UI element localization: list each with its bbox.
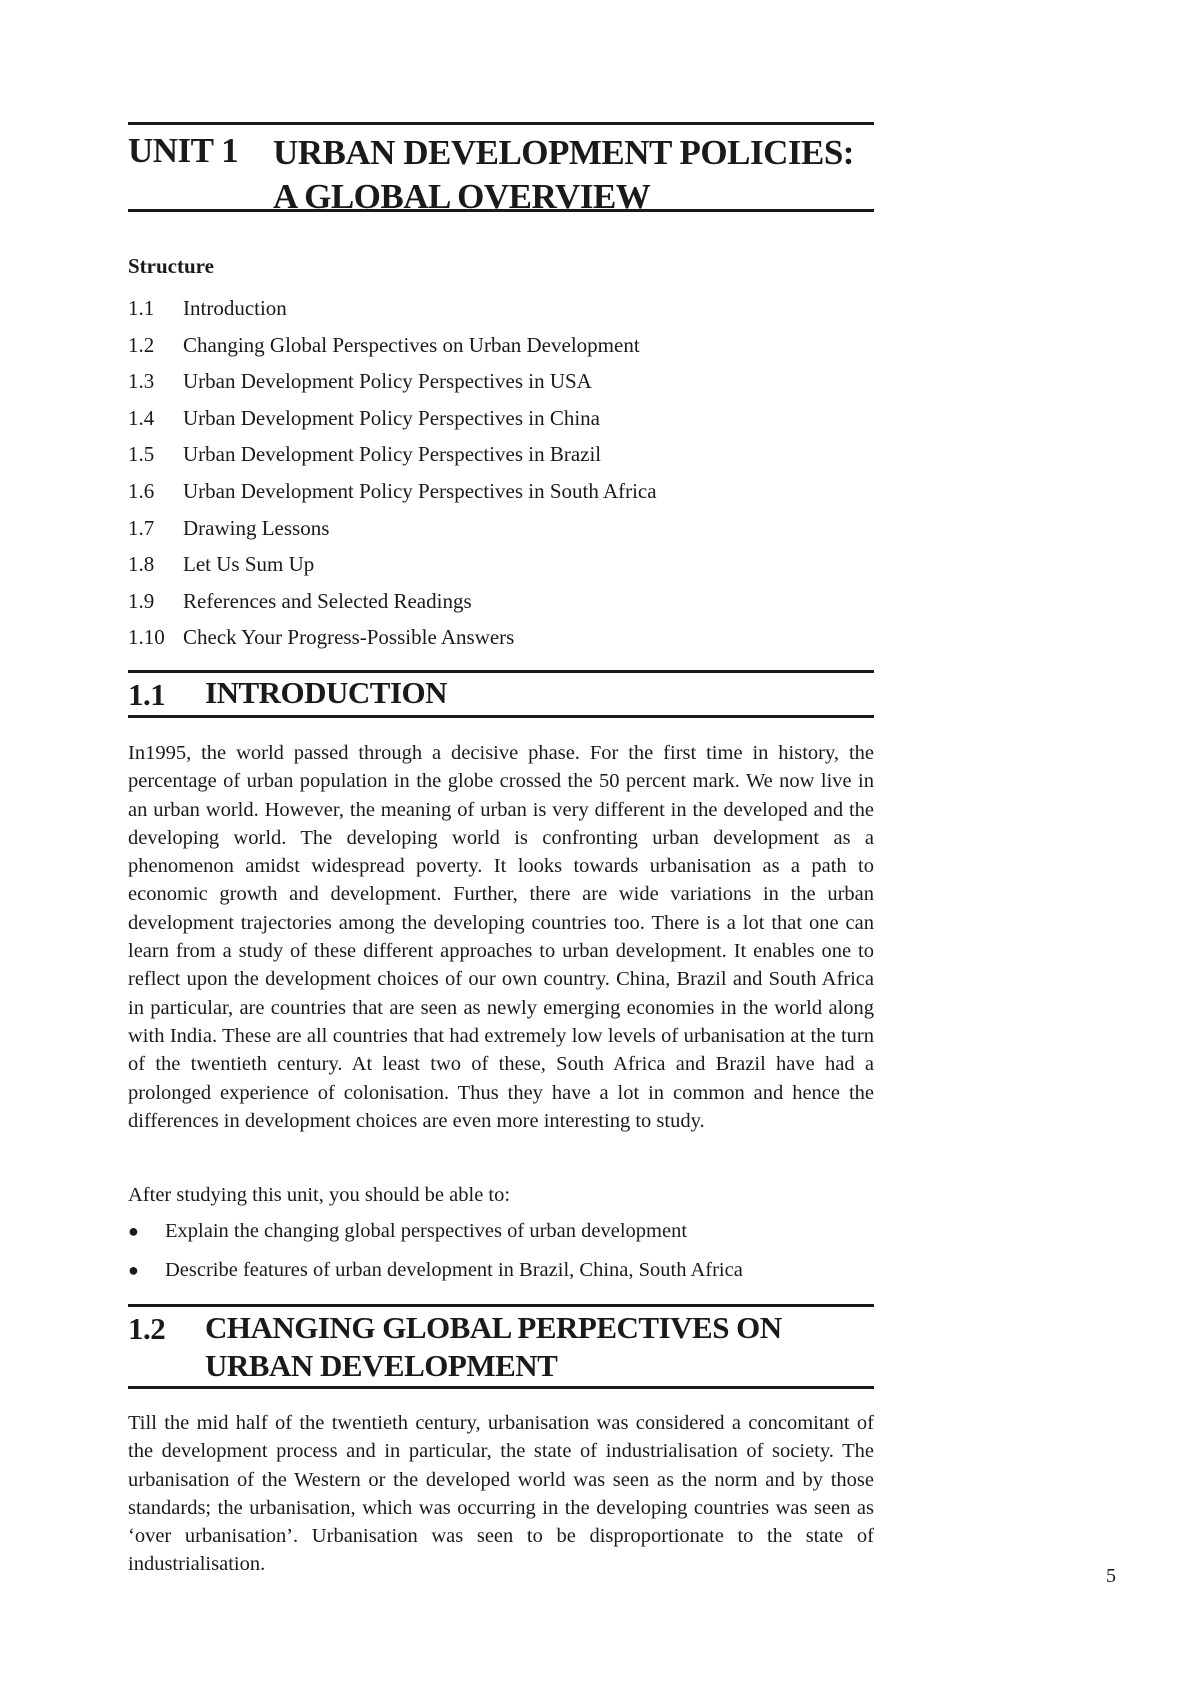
toc-label: Urban Development Policy Perspectives in USA — [183, 369, 592, 394]
toc-item — [128, 583, 874, 620]
toc-item — [128, 473, 874, 510]
unit-title-line-1: URBAN DEVELOPMENT POLICIES: — [273, 133, 854, 172]
toc-item — [128, 436, 874, 473]
list-item — [128, 1212, 874, 1251]
toc-item — [128, 510, 874, 547]
toc-num: 1.5 — [128, 442, 155, 467]
section-title: INTRODUCTION — [205, 675, 448, 710]
toc-label: Urban Development Policy Perspectives in China — [183, 405, 600, 430]
toc-num: 1.7 — [128, 515, 155, 540]
toc-num: 1.1 — [128, 296, 155, 320]
unit-title — [273, 131, 854, 219]
toc-label: Drawing Lessons — [183, 515, 330, 540]
section-number: 1.1 — [128, 677, 166, 712]
toc-item — [128, 290, 874, 327]
toc-item — [128, 619, 874, 656]
introduction-paragraph: In1995, the world passed through a decisive phase. For the first time in history, the percentage of urban population in the globe crossed the 50 percent mark. We now live in an urban world. However, the meaning of urban is very different in the developed and the developing world. The developing world is confronting urban development as a phenomenon amidst widespread poverty. It looks towards urbanisation as a path to economic growth and development. Further, there are wide variations in the urban development trajectories among the developing countries too. There is a lot that one can learn from a study of these different approaches to urban development. It enables one to reflect upon the development choices of our own country. China, Brazil and South Africa in particular, are countries that are seen as newly emerging economies in the world along with India. These are all countries that had extremely low levels of urbanisation at the turn of the twentieth century. At least two of these, South Africa and Brazil have had a prolonged experience of colonisation. Thus they have a lot in common and hence the differences in development choices are even more interesting to study. — [128, 742, 874, 1132]
toc-label: Let Us Sum Up — [183, 552, 315, 577]
toc-label: Urban Development Policy Perspectives in South Africa — [183, 478, 657, 503]
structure-heading: Structure — [128, 254, 214, 278]
toc-label: Check Your Progress-Possible Answers — [183, 625, 515, 650]
toc-num: 1.8 — [128, 552, 155, 577]
section-heading-introduction — [128, 670, 874, 718]
unit-number: UNIT 1 — [128, 131, 239, 170]
objective-text: Describe features of urban development in Brazil, China, South Africa — [165, 1259, 743, 1281]
objectives-list — [128, 1212, 874, 1290]
toc-num: 1.3 — [128, 369, 155, 394]
toc-item — [128, 400, 874, 437]
section-heading-changing-perspectives — [128, 1304, 874, 1389]
objectives-intro: After studying this unit, you should be able to: — [128, 1184, 511, 1206]
page-number: 5 — [1106, 1565, 1116, 1587]
toc-item — [128, 327, 874, 364]
toc-label: Urban Development Policy Perspectives in Brazil — [183, 442, 602, 467]
bullet-icon: ● — [128, 1221, 139, 1241]
toc-item — [128, 546, 874, 583]
section-title — [205, 1309, 782, 1385]
changing-perspectives-paragraph: Till the mid half of the twentieth century, urbanisation was considered a concomitant of the development process and in particular, the state of industrialisation of society. The urbanisation of the Western or the developed world was seen as the norm and by those standards; the urbanisation, which was occurring in the developing countries was seen as ‘over urbanisation’. Urbanisation was seen to be disproportionate to the state of industrialisation. — [128, 1412, 874, 1576]
bullet-icon: ● — [128, 1260, 139, 1280]
section-title-line-2: URBAN DEVELOPMENT — [205, 1348, 558, 1383]
toc-num: 1.2 — [128, 332, 155, 357]
toc-label: Introduction — [183, 296, 287, 320]
list-item — [128, 1251, 874, 1290]
toc-num: 1.10 — [128, 625, 165, 650]
toc-item — [128, 363, 874, 400]
structure-list — [128, 290, 874, 656]
unit-title-line-2: A GLOBAL OVERVIEW — [273, 177, 651, 216]
objective-text: Explain the changing global perspectives of urban development — [165, 1220, 688, 1242]
toc-num: 1.9 — [128, 588, 155, 613]
toc-label: References and Selected Readings — [183, 588, 472, 613]
toc-label: Changing Global Perspectives on Urban Development — [183, 332, 640, 357]
section-number: 1.2 — [128, 1311, 166, 1346]
unit-title-block — [128, 122, 874, 216]
toc-num: 1.4 — [128, 405, 155, 430]
toc-num: 1.6 — [128, 478, 155, 503]
section-title-line-1: CHANGING GLOBAL PERPECTIVES ON — [205, 1310, 782, 1345]
